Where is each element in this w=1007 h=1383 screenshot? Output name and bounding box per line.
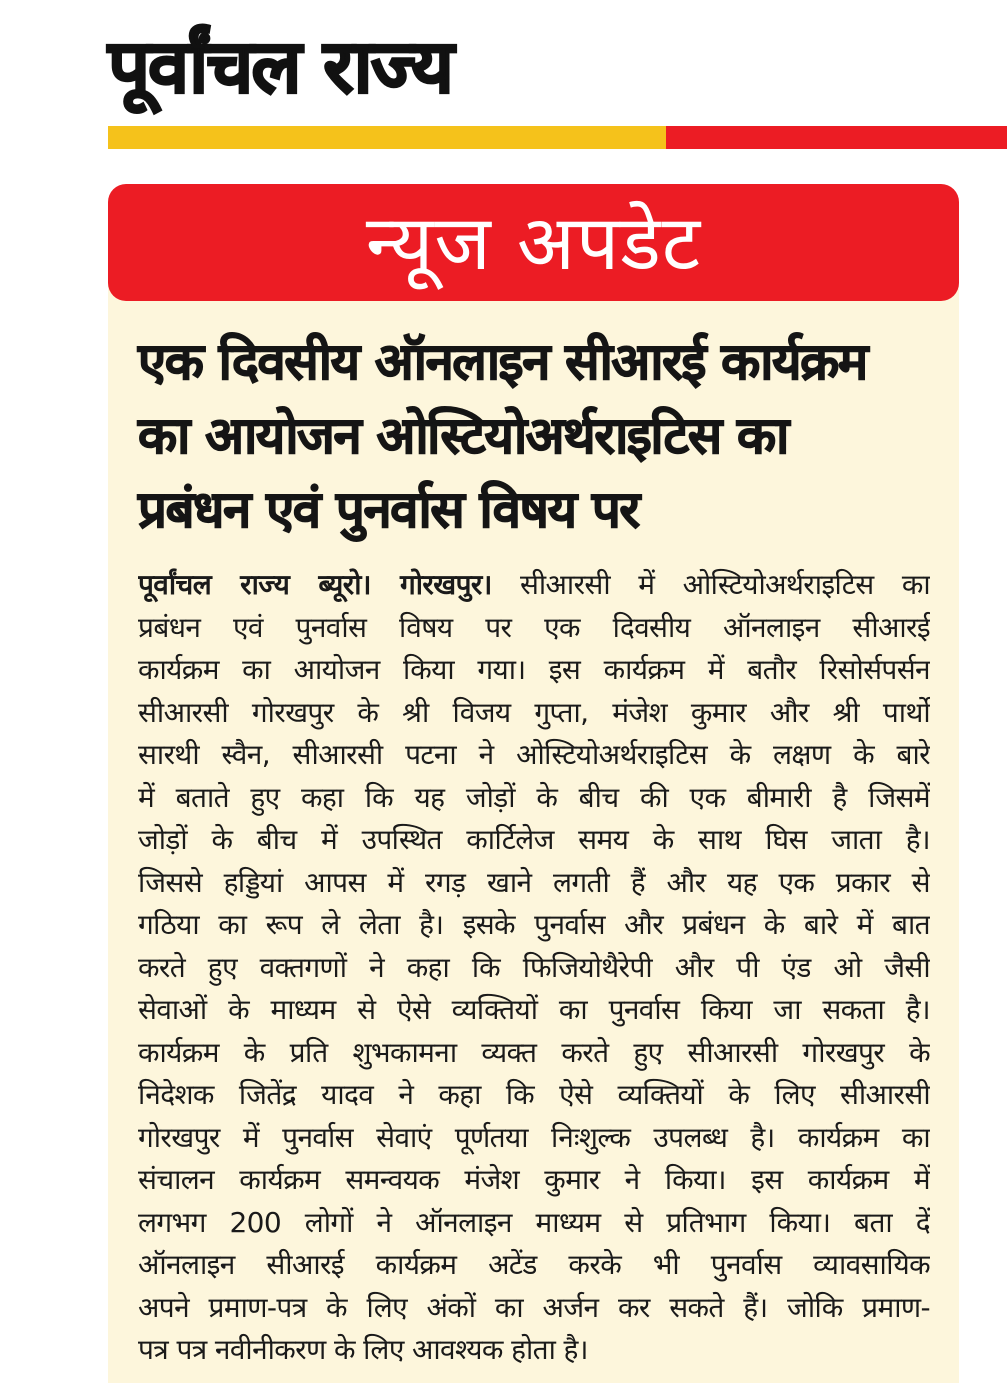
- article-body: [138, 564, 930, 1372]
- article-line: सीआरसी गोरखपुर के श्री विजय गुप्ता, मंजेश कुमार और श्री पार्थो: [138, 695, 930, 729]
- article-line: गठिया का रूप ले लेता है। इसके पुनर्वास और प्रबंधन के बारे में बात: [138, 908, 930, 941]
- article-line: ऑनलाइन सीआरई कार्यक्रम अटेंड करके भी पुनर्वास व्यावसायिक: [138, 1248, 930, 1281]
- headline-line: प्रबंधन एवं पुनर्वास विषय पर: [138, 481, 639, 540]
- article-line: निदेशक जितेंद्र यादव ने कहा कि ऐसे व्यक्तियों के लिए सीआरसी: [138, 1078, 930, 1111]
- article-line: सेवाओं के माध्यम से ऐसे व्यक्तियों का पुनर्वास किया जा सकता है।: [138, 993, 930, 1026]
- banner-title: न्यूज अपडेट: [365, 197, 702, 287]
- masthead-rule-red: [666, 126, 1007, 149]
- article-line: जोड़ों के बीच में उपस्थित कार्टिलेज समय के साथ घिस जाता है।: [138, 823, 930, 856]
- masthead-rule-yellow: [108, 126, 666, 149]
- article-line: कार्यक्रम का आयोजन किया गया। इस कार्यक्रम में बतौर रिसोर्सपर्सन: [138, 653, 930, 686]
- article-byline: पूर्वांचल राज्य ब्यूरो। गोरखपुर।: [138, 568, 492, 601]
- article-line: अपने प्रमाण-पत्र के लिए अंकों का अर्जन कर सकते हैं। जोकि प्रमाण-: [138, 1290, 930, 1324]
- masthead-title: पूर्वांचल राज्य: [108, 24, 452, 110]
- article-line: पत्र पत्र नवीनीकरण के लिए आवश्यक होता है।: [138, 1333, 588, 1366]
- article-line: प्रबंधन एवं पुनर्वास विषय पर एक दिवसीय ऑनलाइन सीआरई: [138, 610, 930, 644]
- article-line: सारथी स्वैन, सीआरसी पटना ने ओस्टियोअर्थराइटिस के लक्षण के बारे: [138, 738, 930, 771]
- article-line: लगभग 200 लोगों ने ऑनलाइन माध्यम से प्रतिभाग किया। बता दें: [138, 1205, 930, 1239]
- article-line: गोरखपुर में पुनर्वास सेवाएं पूर्णतया निःशुल्क उपलब्ध है। कार्यक्रम का: [138, 1120, 930, 1154]
- article-line: संचालन कार्यक्रम समन्वयक मंजेश कुमार ने किया। इस कार्यक्रम में: [138, 1163, 930, 1196]
- article-line: करते हुए वक्तगणों ने कहा कि फिजियोथैरेपी और पी एंड ओ जैसी: [138, 950, 930, 984]
- headline-line: एक दिवसीय ऑनलाइन सीआरई कार्यक्रम: [138, 333, 867, 392]
- news-update-banner: [108, 184, 959, 301]
- article-line: कार्यक्रम के प्रति शुभकामना व्यक्त करते हुए सीआरसी गोरखपुर के: [138, 1035, 930, 1069]
- article-line: में बताते हुए कहा कि यह जोड़ों के बीच की एक बीमारी है जिसमें: [138, 780, 930, 814]
- article-line: जिससे हड्डियां आपस में रगड़ खाने लगती हैं और यह एक प्रकार से: [138, 865, 930, 899]
- headline-line: का आयोजन ओस्टियोअर्थराइटिस का: [138, 407, 788, 466]
- article-line: [138, 564, 930, 607]
- article-line-text: सीआरसी में ओस्टियोअर्थराइटिस का: [491, 568, 930, 601]
- article-headline: [138, 326, 938, 548]
